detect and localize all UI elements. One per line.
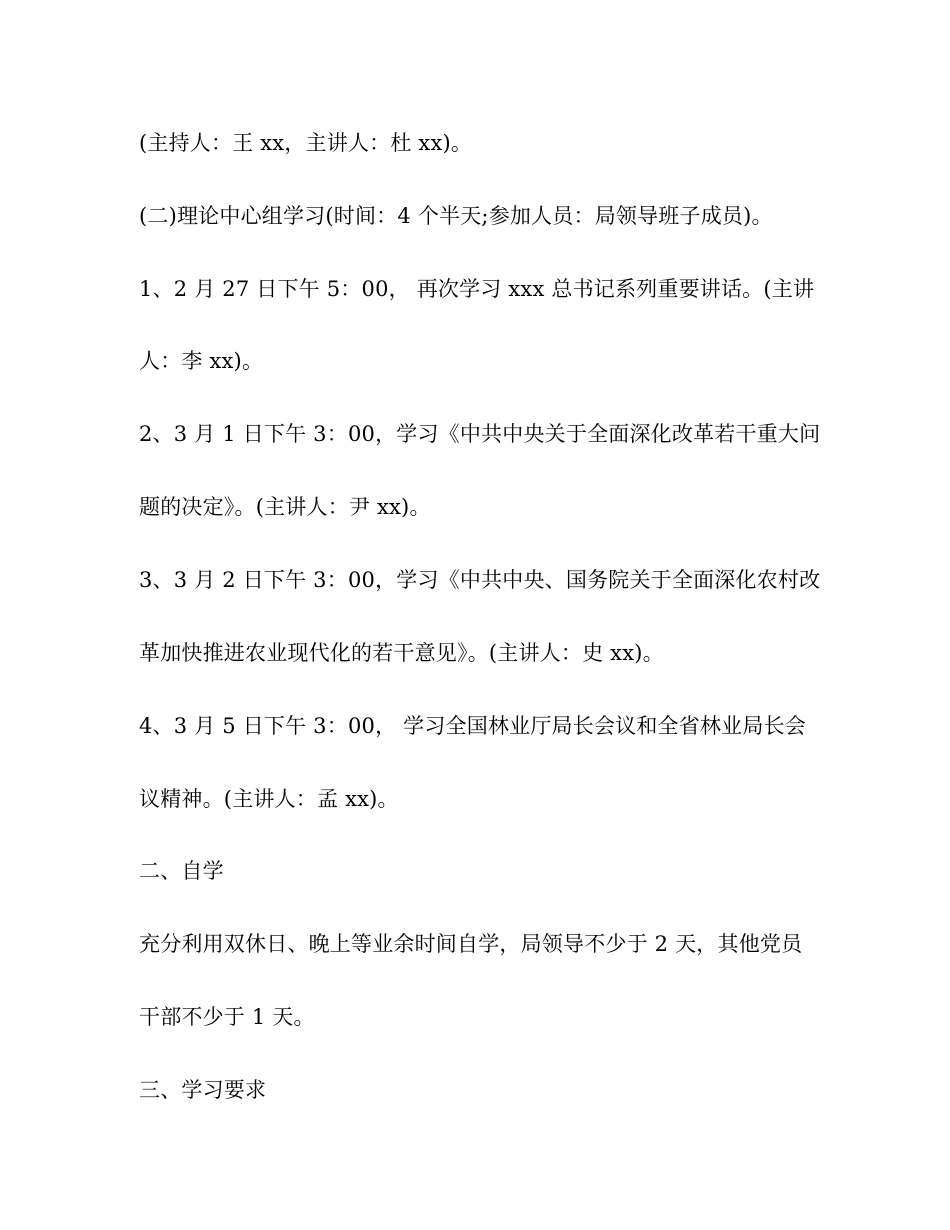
self-study-line-2: 干部不少于 1 天。 (139, 1005, 315, 1029)
session-3-line-2: 革加快推进农业现代化的若干意见》。(主讲人：史 xx)。 (139, 641, 664, 665)
requirements-heading: 三、学习要求 (139, 1078, 267, 1102)
self-study-heading: 二、自学 (139, 859, 224, 883)
session-1-line-1: 1、2 月 27 日下午 5：00， 再次学习 xxx 总书记系列重要讲话。(主讲 (139, 277, 815, 301)
session-2-line-1: 2、3 月 1 日下午 3：00，学习《中共中央关于全面深化改革若干重大问 (139, 422, 821, 446)
host-speaker-line: (主持人：王 xx，主讲人：杜 xx)。 (139, 131, 473, 155)
session-3-line-1: 3、3 月 2 日下午 3：00，学习《中共中央、国务院关于全面深化农村改 (139, 568, 821, 592)
session-1-line-2: 人：李 xx)。 (139, 349, 264, 373)
session-4-line-1: 4、3 月 5 日下午 3：00， 学习全国林业厅局长会议和全省林业局长会 (139, 714, 806, 738)
session-4-line-2: 议精神。(主讲人：孟 xx)。 (139, 787, 399, 811)
session-2-line-2: 题的决定》。(主讲人：尹 xx)。 (139, 495, 431, 519)
self-study-line-1: 充分利用双休日、晚上等业余时间自学，局领导不少于 2 天，其他党员 (139, 932, 803, 956)
theory-group-heading: (二)理论中心组学习(时间：4 个半天;参加人员：局领导班子成员)。 (139, 204, 773, 228)
